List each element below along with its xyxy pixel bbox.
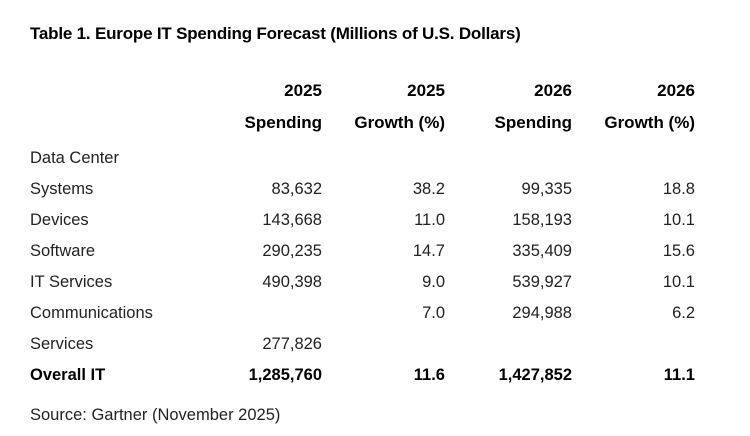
cell-value [322,329,445,360]
cell-value [572,139,695,174]
row-label: Overall IT [30,366,106,384]
table-row [30,267,695,298]
column-header-2025-growth [322,75,445,139]
cell-value: 1,285,760 [248,366,322,384]
cell-value: 10.1 [662,211,695,229]
cell-value: 83,632 [271,180,322,198]
cell-value: 7.0 [422,304,445,322]
row-label: Devices [30,211,89,229]
cell-value: 9.0 [422,273,445,291]
cell-value: 294,988 [512,304,572,322]
table-row [30,329,695,360]
column-year-label: 2025 [407,81,445,100]
column-header-2026-growth [572,75,695,139]
row-label: Software [30,242,96,260]
cell-value: 539,927 [512,273,572,291]
row-label: Systems [30,180,94,198]
row-label: Communications [30,304,153,322]
cell-value: 14.7 [412,242,445,260]
column-header-2026-spending [445,75,572,139]
cell-value [445,329,572,360]
cell-value: 143,668 [262,211,322,229]
cell-value [322,139,445,174]
header-row [30,75,695,139]
cell-value: 11.1 [663,366,695,384]
cell-value: 490,398 [262,273,322,291]
header-empty-cell [30,75,200,139]
table-body [30,139,695,391]
column-metric-label: Growth (%) [354,113,445,132]
column-year-label: 2026 [534,81,572,100]
column-year-label: 2025 [284,81,322,100]
column-header-2025-spending [200,75,322,139]
cell-value: 11.6 [413,366,445,384]
table-row [30,174,695,205]
table-header [30,75,695,139]
cell-value [200,139,322,174]
cell-value: 1,427,852 [498,366,572,384]
spending-forecast-table [30,75,695,391]
cell-value: 158,193 [512,211,572,229]
table-title: Table 1. Europe IT Spending Forecast (Millions of U.S. Dollars) [30,24,521,43]
cell-value: 15.6 [662,242,695,260]
cell-value: 11.0 [414,211,445,229]
cell-value: 335,409 [512,242,572,260]
table-row [30,205,695,236]
cell-value: 99,335 [521,180,572,198]
table-row [30,298,695,329]
column-year-label: 2026 [657,81,695,100]
column-metric-label: Growth (%) [604,113,695,132]
table-row [30,236,695,267]
column-metric-label: Spending [494,113,572,132]
cell-value: 10.1 [662,273,695,291]
cell-value: 18.8 [662,180,695,198]
source-note: Source: Gartner (November 2025) [30,406,281,424]
row-label: Data Center [30,149,119,167]
row-label: Services [30,335,94,353]
cell-value [445,139,572,174]
table-row [30,139,695,174]
cell-value [200,298,322,329]
row-label: IT Services [30,273,113,291]
cell-value: 290,235 [262,242,322,260]
cell-value: 277,826 [262,335,322,353]
cell-value: 6.2 [672,304,695,322]
cell-value: 38.2 [412,180,445,198]
cell-value [572,329,695,360]
table-row [30,360,695,391]
column-metric-label: Spending [244,113,322,132]
